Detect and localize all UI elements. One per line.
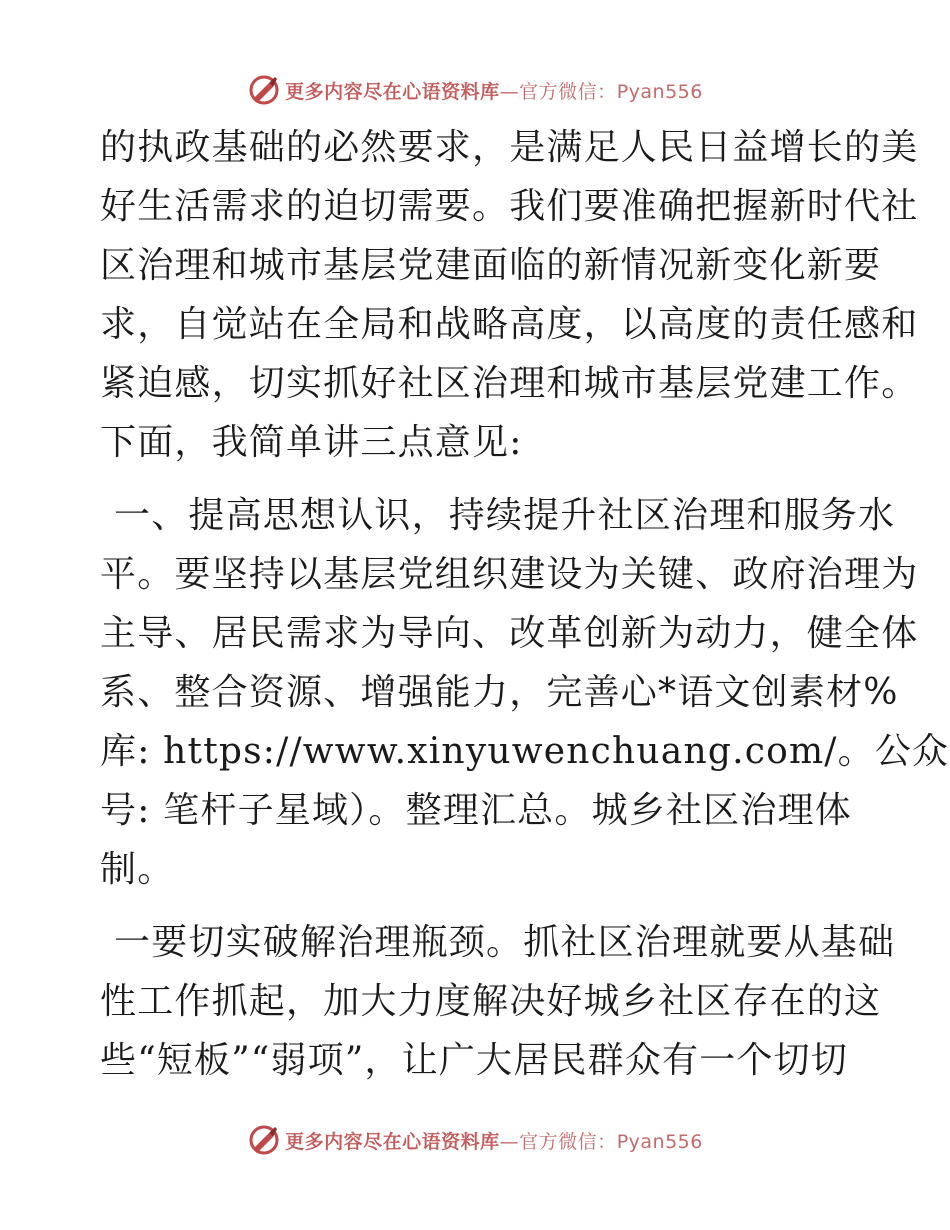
text-line: 主导、居民需求为导向、改革创新为动力，健全体 <box>100 613 919 654</box>
header-banner-main: 更多内容尽在心语资料库 <box>285 80 500 103</box>
footer-banner-sub: 官方微信： <box>519 1130 617 1153</box>
text-line: 系、整合资源、增强能力，完善心*语文创素材% <box>100 672 899 713</box>
text-line: 下面，我简单讲三点意见: <box>100 422 523 463</box>
section-heading-line: 一、提高思想认识，持续提升社区治理和服务水 <box>114 495 896 536</box>
header-watermark-banner <box>0 70 950 110</box>
footer-watermark-banner <box>0 1120 950 1160</box>
pen-logo-icon <box>247 73 281 107</box>
text-line: 的执政基础的必然要求，是满足人民日益增长的美 <box>100 127 919 168</box>
text-line: 库: https://www.xinyuwenchuang.com/。公众 <box>100 731 950 772</box>
pen-logo-icon <box>247 1123 281 1157</box>
header-banner-id: Pyan556 <box>616 80 703 103</box>
paragraph-1 <box>100 118 919 472</box>
text-line: 好生活需求的迫切需要。我们要准确把握新时代社 <box>100 186 919 227</box>
header-banner-dash: — <box>499 80 520 103</box>
paragraph-3 <box>100 913 896 1090</box>
text-line: 性工作抓起，加大力度解决好城乡社区存在的这 <box>100 981 882 1022</box>
footer-banner-main: 更多内容尽在心语资料库 <box>285 1130 500 1153</box>
text-line: 区治理和城市基层党建面临的新情况新变化新要 <box>100 245 882 286</box>
text-line: 号: 笔杆子星域）。整理汇总。城乡社区治理体 <box>100 790 852 831</box>
footer-banner-id: Pyan556 <box>616 1130 703 1153</box>
text-line: 制。 <box>100 849 175 890</box>
header-banner-sub: 官方微信： <box>519 80 617 103</box>
text-line: 求，自觉站在全局和战略高度，以高度的责任感和 <box>100 304 919 345</box>
text-line: 平。要坚持以基层党组织建设为关键、政府治理为 <box>100 554 919 595</box>
document-body <box>100 118 950 1090</box>
footer-banner-text <box>285 1127 703 1154</box>
paragraph-2 <box>100 486 950 899</box>
subsection-heading-line: 一要切实破解治理瓶颈。抓社区治理就要从基础 <box>114 922 896 963</box>
footer-banner-dash: — <box>499 1130 520 1153</box>
header-banner-text <box>285 77 703 104</box>
text-line: 紧迫感，切实抓好社区治理和城市基层党建工作。 <box>100 363 919 404</box>
text-line: 些“短板”“弱项”，让广大居民群众有一个切切 <box>100 1040 849 1081</box>
